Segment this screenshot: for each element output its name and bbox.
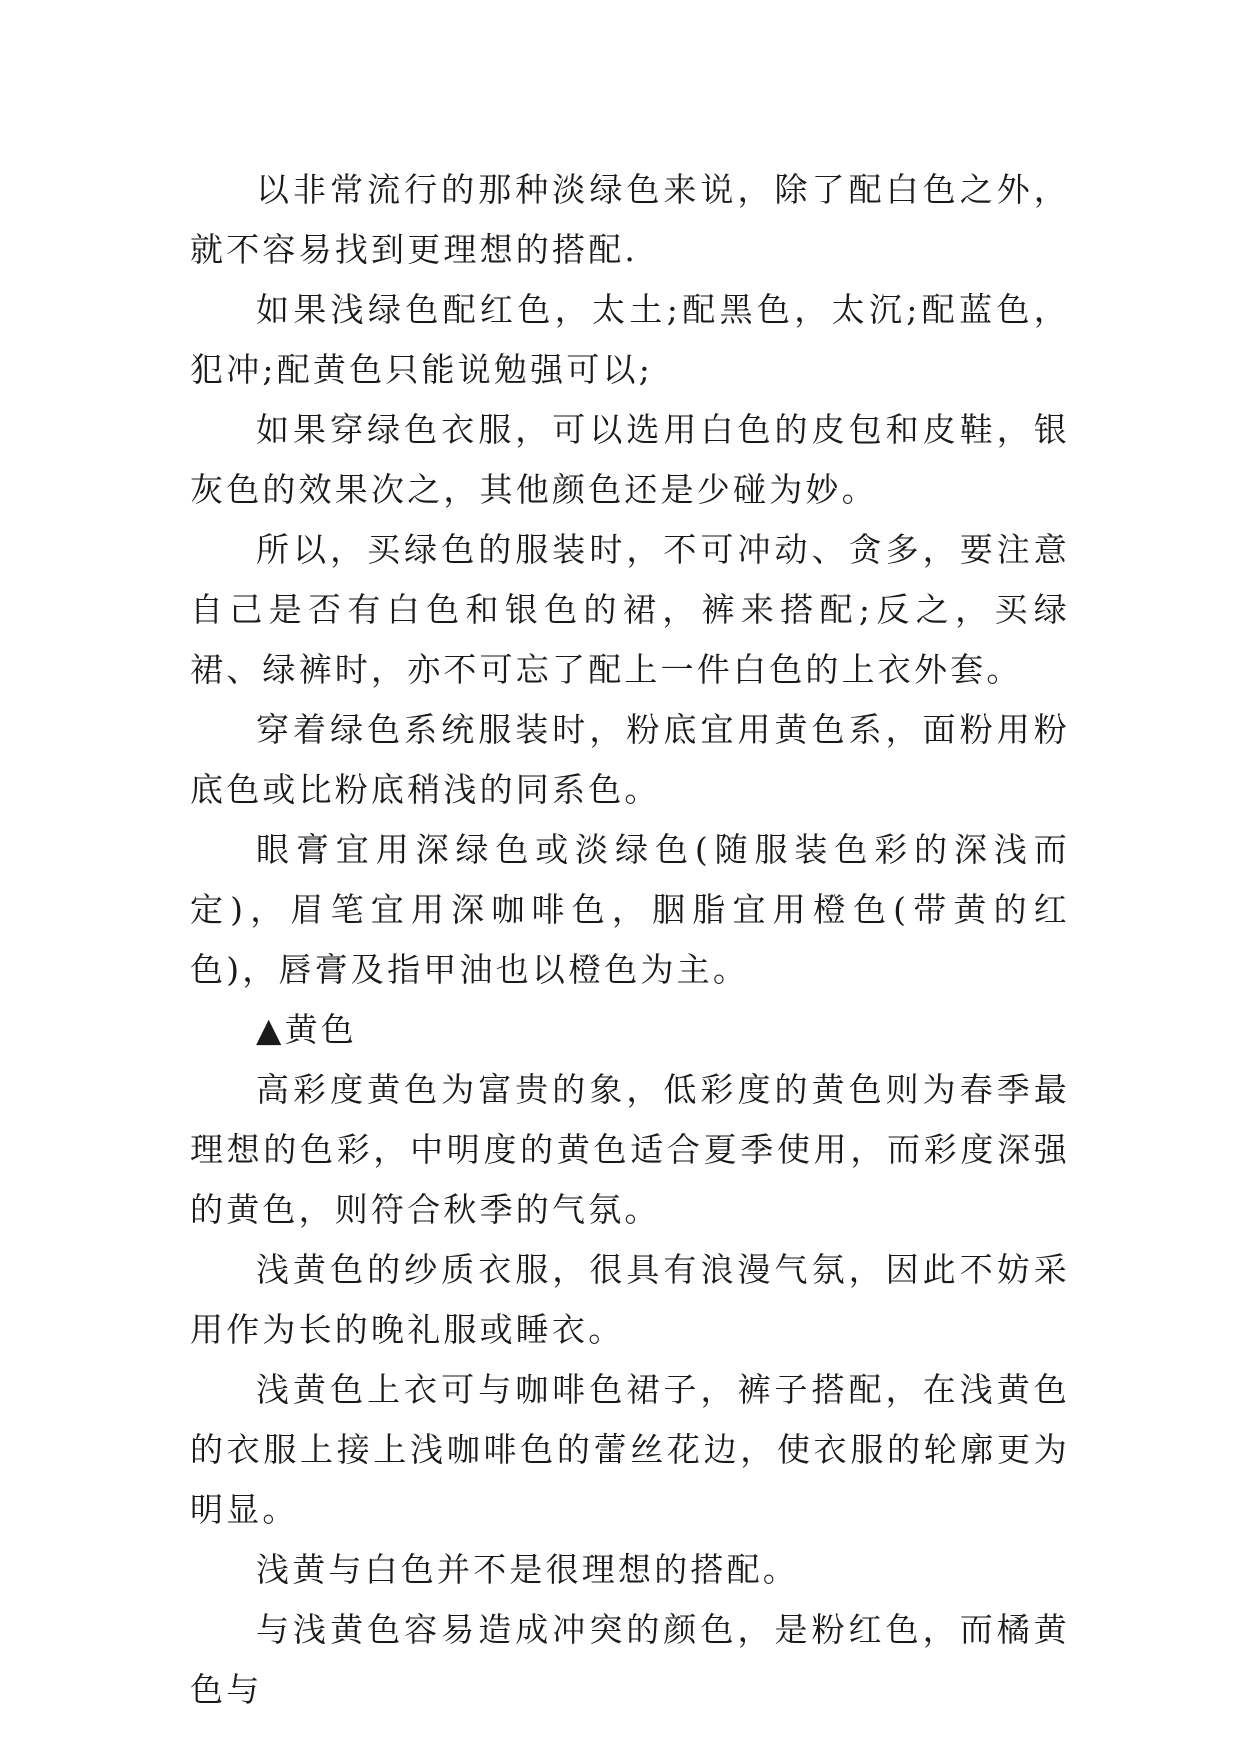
paragraph: 浅黄色上衣可与咖啡色裙子，裤子搭配，在浅黄色的衣服上接上浅咖啡色的蕾丝花边，使衣服的轮廓更为明显。 [190,1370,1070,1529]
paragraph: 浅黄与白色并不是很理想的搭配。 [256,1550,799,1589]
paragraph: 与浅黄色容易造成冲突的颜色，是粉红色，而橘黄色与 [190,1610,1070,1709]
section-heading: ▲黄色 [256,1010,357,1049]
paragraph: 浅黄色的纱质衣服，很具有浪漫气氛，因此不妨采用作为长的晚礼服或睡衣。 [190,1250,1070,1349]
paragraph: 高彩度黄色为富贵的象，低彩度的黄色则为春季最理想的色彩，中明度的黄色适合夏季使用，而彩度深强的黄色，则符合秋季的气氛。 [190,1070,1070,1229]
paragraph: 以非常流行的那种淡绿色来说，除了配白色之外，就不容易找到更理想的搭配. [190,170,1070,269]
paragraph: 眼膏宜用深绿色或淡绿色(随服装色彩的深浅而定)，眉笔宜用深咖啡色，胭脂宜用橙色(带黄的红色)，唇膏及指甲油也以橙色为主。 [190,830,1070,989]
document-body [190,160,1070,1720]
paragraph: 所以，买绿色的服装时，不可冲动、贪多，要注意自己是否有白色和银色的裙，裤来搭配;反之，买绿裙、绿裤时，亦不可忘了配上一件白色的上衣外套。 [190,530,1070,689]
paragraph: 如果浅绿色配红色，太土;配黑色，太沉;配蓝色，犯冲;配黄色只能说勉强可以; [190,290,1070,389]
paragraph: 如果穿绿色衣服，可以选用白色的皮包和皮鞋，银灰色的效果次之，其他颜色还是少碰为妙。 [190,410,1070,509]
paragraph: 穿着绿色系统服装时，粉底宜用黄色系，面粉用粉底色或比粉底稍浅的同系色。 [190,710,1070,809]
